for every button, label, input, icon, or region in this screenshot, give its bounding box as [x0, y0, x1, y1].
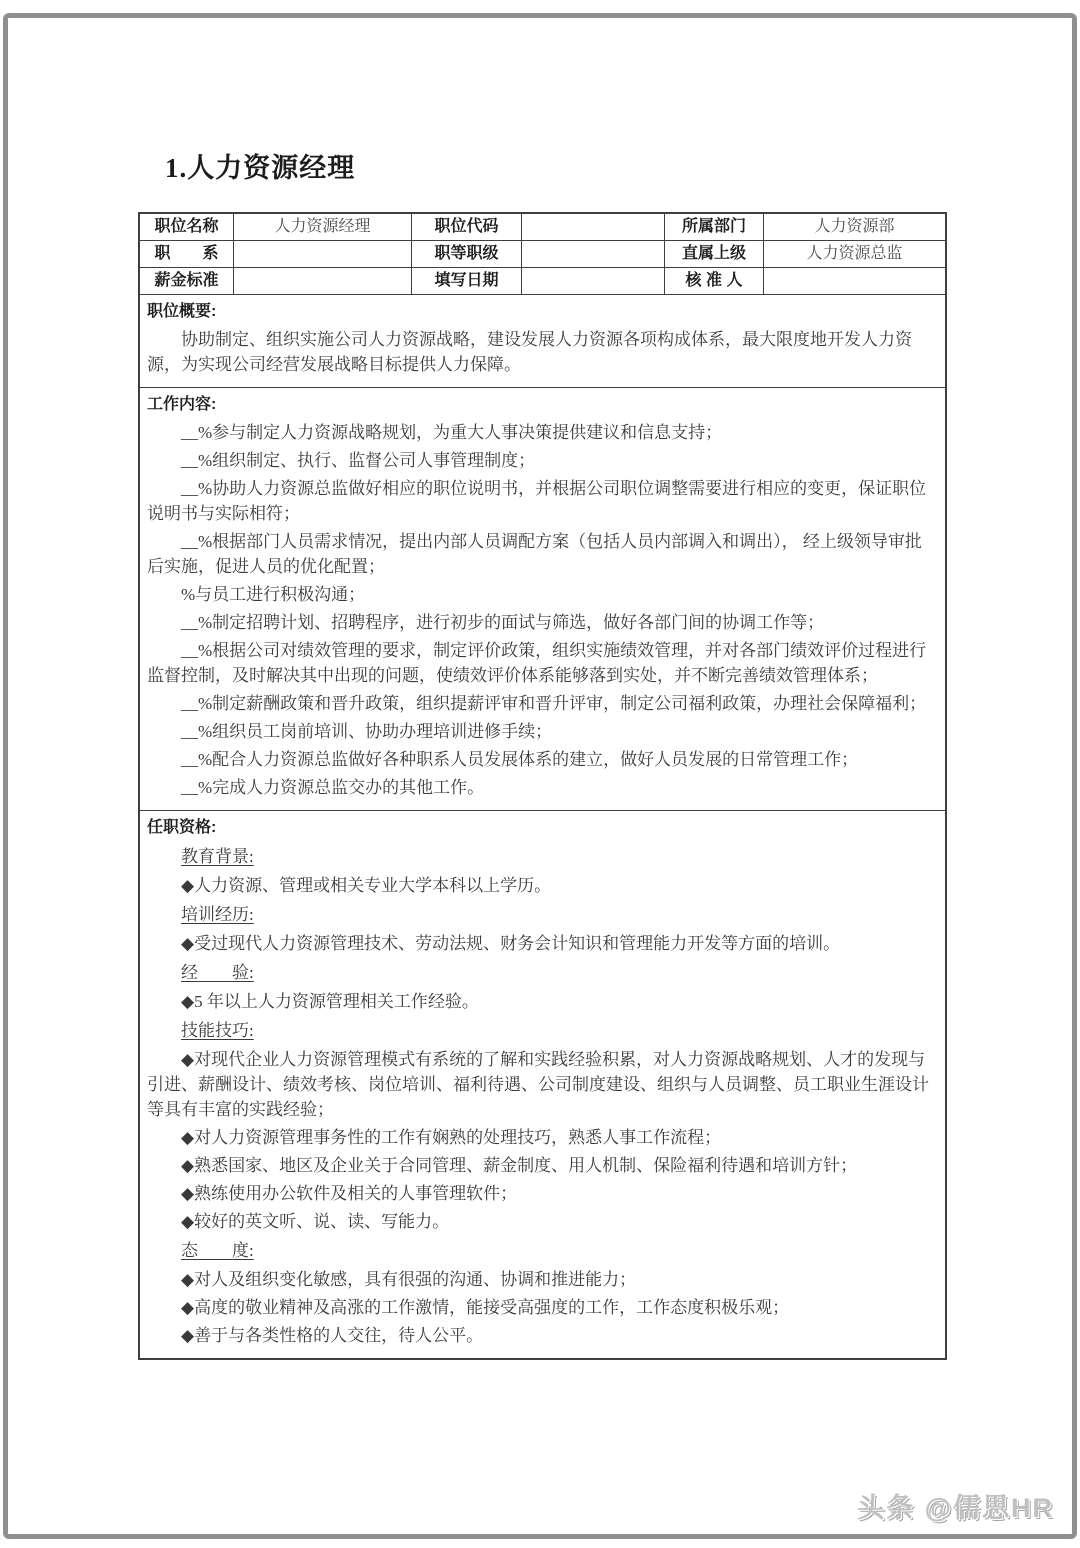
qualification-heading-experience: 经 验: [181, 963, 254, 982]
qualification-item: ◆5 年以上人力资源管理相关工作经验。 [181, 992, 479, 1011]
qualification-item: ◆对现代企业人力资源管理模式有系统的了解和实践经验积累，对人力资源战略规划、人才的发现与引进、薪酬设计、绩效考核、岗位培训、福利待遇、公司制度建设、组织与人员调整、员工职业生涯设计等具有丰富的实践经验； [147, 1050, 929, 1119]
work-item: __%配合人力资源总监做好各种职系人员发展体系的建立，做好人员发展的日常管理工作； [181, 750, 859, 769]
work-item: __%参与制定人力资源战略规划，为重大人事决策提供建议和信息支持； [181, 423, 723, 442]
field-position-name-label: 职位名称 [140, 214, 234, 241]
qualification-item: ◆较好的英文听、说、读、写能力。 [181, 1212, 450, 1231]
watermark: 头条 @儒思HR [857, 1493, 1054, 1523]
work-item: __%组织制定、执行、监督公司人事管理制度； [181, 451, 536, 470]
field-job-family-label: 职 系 [140, 241, 234, 268]
qualification-item: ◆对人力资源管理事务性的工作有娴熟的处理技巧，熟悉人事工作流程； [181, 1128, 722, 1147]
field-fill-date-value [522, 268, 665, 295]
qualification-item: ◆对人及组织变化敏感，具有很强的沟通、协调和推进能力； [181, 1270, 637, 1289]
job-summary-text: 协助制定、组织实施公司人力资源战略，建设发展人力资源各项构成体系，最大限度地开发人力资源，为实现公司经营发展战略目标提供人力保障。 [147, 330, 912, 374]
qualification-item: ◆高度的敬业精神及高涨的工作激情，能接受高强度的工作，工作态度积极乐观； [181, 1298, 790, 1317]
qualification-item: ◆熟悉国家、地区及企业关于合同管理、薪金制度、用人机制、保险福利待遇和培训方针； [181, 1156, 858, 1175]
section-qualifications [140, 810, 945, 1358]
qualification-item: ◆受过现代人力资源管理技术、劳动法规、财务会计知识和管理能力开发等方面的培训。 [181, 934, 841, 953]
work-content-label: 工作内容: [147, 396, 217, 413]
page-content [138, 146, 947, 1360]
qualification-item: ◆人力资源、管理或相关专业大学本科以上学历。 [181, 876, 552, 895]
field-approver-label: 核 准 人 [665, 268, 764, 295]
job-summary-label: 职位概要: [147, 303, 217, 320]
qualification-heading-education: 教育背景: [181, 847, 254, 866]
qualification-item: ◆熟练使用办公软件及相关的人事管理软件； [181, 1184, 518, 1203]
qualification-item: ◆善于与各类性格的人交往，待人公平。 [181, 1326, 484, 1345]
work-item: __%协助人力资源总监做好相应的职位说明书，并根据公司职位调整需要进行相应的变更，保证职位说明书与实际相符； [147, 479, 927, 523]
work-item: __%组织员工岗前培训、协助办理培训进修手续； [181, 722, 553, 741]
work-item: __%完成人力资源总监交办的其他工作。 [181, 778, 485, 797]
work-item: __%制定薪酬政策和晋升政策，组织提薪评审和晋升评审，制定公司福利政策，办理社会保障福利； [181, 694, 927, 713]
field-job-grade-label: 职等职级 [412, 241, 522, 268]
field-department-label: 所属部门 [665, 214, 764, 241]
field-department-value: 人力资源部 [764, 214, 945, 241]
field-position-code-value [522, 214, 665, 241]
field-salary-standard-label: 薪金标准 [140, 268, 234, 295]
field-direct-superior-value: 人力资源总监 [764, 241, 945, 268]
field-position-code-label: 职位代码 [412, 214, 522, 241]
page-title: 1.人力资源经理 [165, 153, 356, 183]
work-item: %与员工进行积极沟通； [181, 585, 366, 604]
qualification-heading-training: 培训经历: [181, 905, 254, 924]
field-fill-date-label: 填写日期 [412, 268, 522, 295]
section-work-content [140, 387, 945, 810]
section-job-summary [140, 295, 945, 387]
qualifications-label: 任职资格: [147, 819, 217, 836]
field-position-name-value: 人力资源经理 [234, 214, 412, 241]
job-description-table [138, 212, 947, 1360]
field-job-grade-value [522, 241, 665, 268]
work-item: __%根据公司对绩效管理的要求，制定评价政策，组织实施绩效管理，并对各部门绩效评价过程进行监督控制，及时解决其中出现的问题，使绩效评价体系能够落到实处，并不断完善绩效管理体系； [147, 641, 927, 685]
field-salary-standard-value [234, 268, 412, 295]
qualification-heading-attitude: 态 度: [181, 1241, 254, 1260]
field-approver-value [764, 268, 945, 295]
work-item: __%制定招聘计划、招聘程序，进行初步的面试与筛选，做好各部门间的协调工作等； [181, 613, 825, 632]
qualification-heading-skills: 技能技巧: [181, 1021, 254, 1040]
header-info-grid [140, 214, 945, 295]
work-item: __%根据部门人员需求情况，提出内部人员调配方案（包括人员内部调入和调出）， 经上级领导审批后实施，促进人员的优化配置； [147, 532, 922, 576]
field-job-family-value [234, 241, 412, 268]
field-direct-superior-label: 直属上级 [665, 241, 764, 268]
